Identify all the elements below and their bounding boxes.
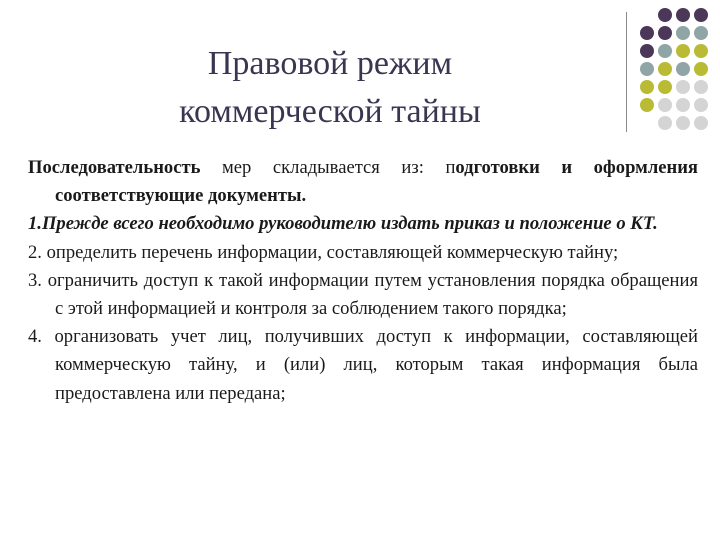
paragraph-step-1: 1.Прежде всего необходимо руководителю издать приказ и положение о КТ. bbox=[28, 213, 658, 235]
decorative-dot bbox=[694, 26, 708, 40]
decorative-dot bbox=[694, 80, 708, 94]
decorative-dot bbox=[658, 62, 672, 76]
decorative-dot bbox=[658, 44, 672, 58]
decorative-dot bbox=[694, 62, 708, 76]
decorative-dot bbox=[658, 80, 672, 94]
intro-regular-text: мер складывается из: п bbox=[200, 157, 456, 178]
decorative-dot bbox=[658, 8, 672, 22]
paragraph-step-2: 2. определить перечень информации, составляющей коммерческую тайну; bbox=[28, 241, 619, 263]
intro-bold-tail: одготовки и оформления соответствующие документы. bbox=[55, 157, 698, 207]
decorative-dot bbox=[640, 80, 654, 94]
decorative-dot bbox=[676, 62, 690, 76]
slide-body bbox=[28, 154, 698, 408]
decorative-dot bbox=[694, 8, 708, 22]
decorative-dot bbox=[658, 116, 672, 130]
decorative-dot bbox=[640, 62, 654, 76]
decorative-dot bbox=[676, 80, 690, 94]
decorative-dot bbox=[694, 116, 708, 130]
decorative-dot bbox=[676, 8, 690, 22]
decorative-dot bbox=[676, 44, 690, 58]
slide-title bbox=[90, 40, 570, 136]
slide-title-line-1: Правовой режим bbox=[207, 45, 453, 82]
decorative-dot bbox=[676, 98, 690, 112]
decorative-dot bbox=[694, 98, 708, 112]
decorative-dot-grid bbox=[640, 8, 720, 138]
decorative-dot bbox=[658, 98, 672, 112]
paragraph-step-3: 3. ограничить доступ к такой информации путем установления порядка обращения с этой информацией и контроля за соблюдением такого порядка; bbox=[28, 269, 698, 320]
decorative-dot bbox=[640, 26, 654, 40]
decorative-dot bbox=[694, 44, 708, 58]
paragraph-step-4: 4. организовать учет лиц, получивших доступ к информации, составляющей коммерческую тайну, и (или) лиц, которым такая информация была предоставлена или передана; bbox=[28, 326, 698, 404]
paragraph-intro bbox=[28, 154, 698, 210]
slide-title-line-2: коммерческой тайны bbox=[179, 93, 481, 130]
decorative-dot bbox=[676, 26, 690, 40]
decorative-dot bbox=[640, 98, 654, 112]
decorative-dot bbox=[658, 26, 672, 40]
decorative-divider bbox=[626, 12, 627, 132]
decorative-dot bbox=[640, 44, 654, 58]
decorative-dot bbox=[676, 116, 690, 130]
intro-bold-lead: Последовательность bbox=[28, 157, 201, 178]
